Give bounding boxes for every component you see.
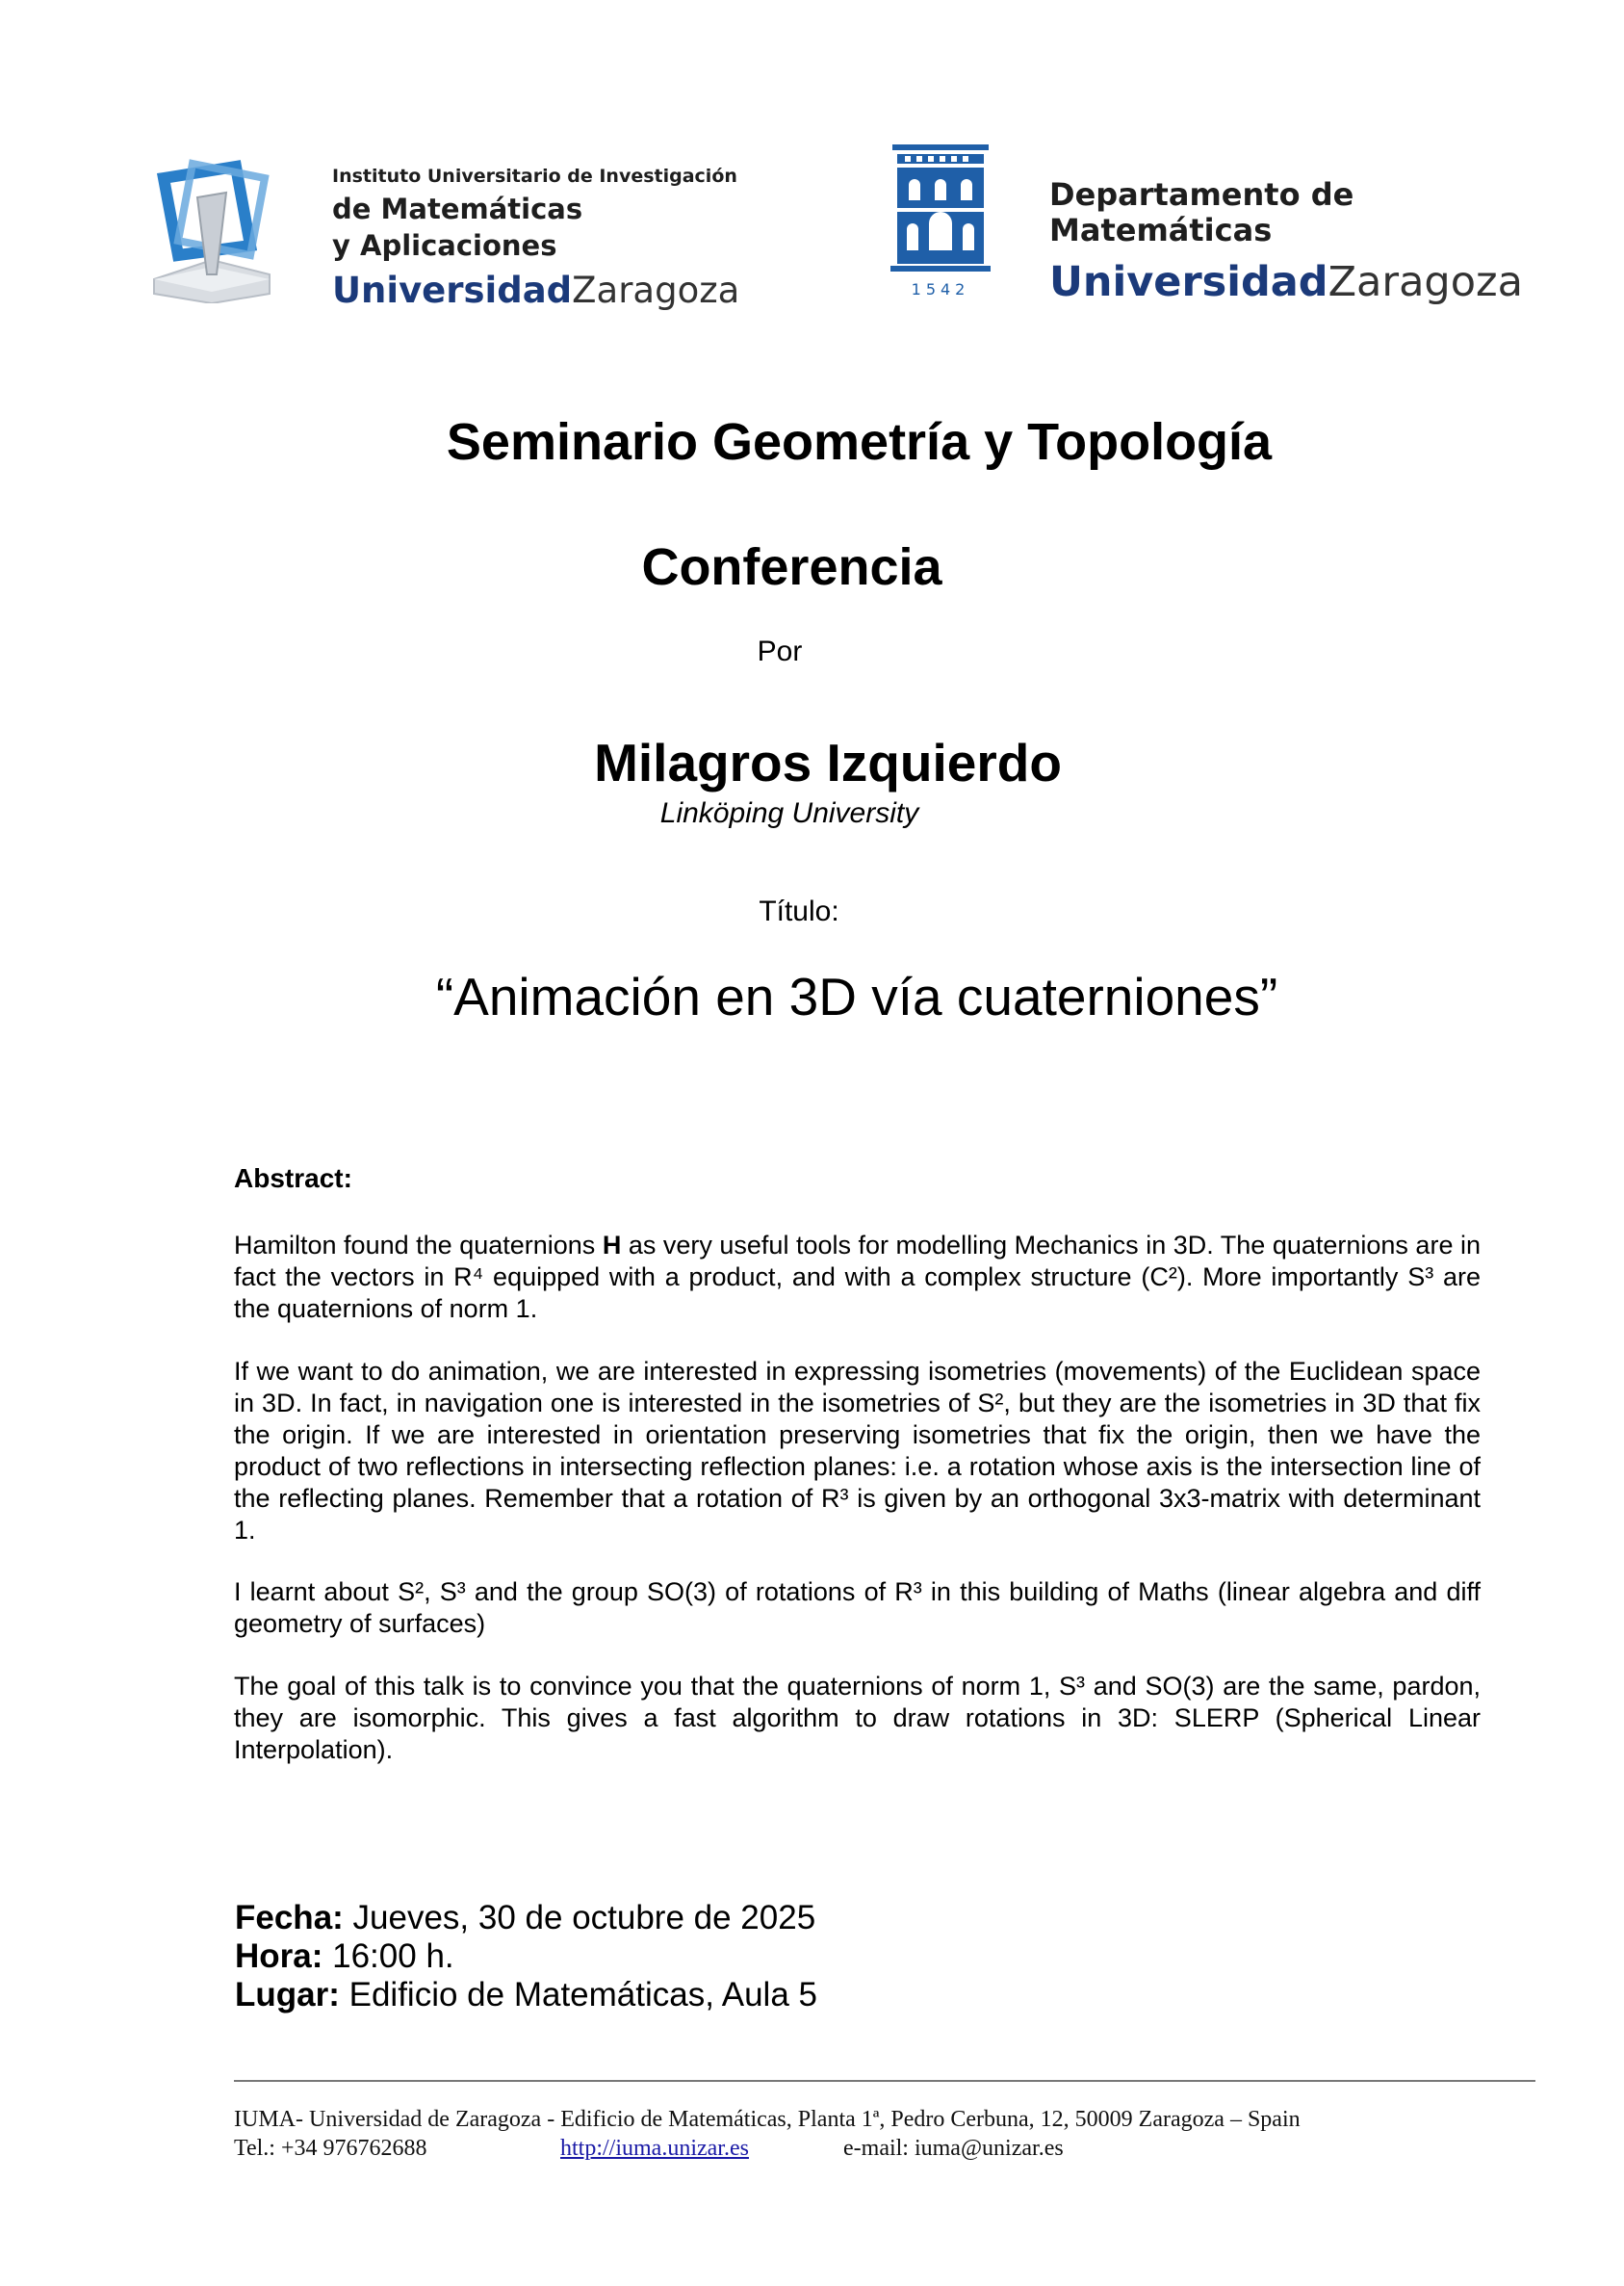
footer-phone: Tel.: +34 976762688 — [234, 2136, 427, 2161]
abstract-paragraph-4: The goal of this talk is to convince you that the quaternions of norm 1, S³ and SO(3) are the same, pardon, they are isomorphic. This gives a fast algorithm to draw rotations in 3D: SLERP (Spherical Linear Interpolation). — [234, 1672, 1481, 1764]
abstract-p1-text-end: as very useful tools for modelling Mechanics in 3D. The quaternions are in fact the vectors in R⁴ equipped with a product, and with a complex structure (C²). More importantly S³ are the quaternions of norm 1. — [234, 1231, 1481, 1323]
time-value: 16:00 h. — [322, 1937, 454, 1975]
event-type-heading: Conferencia — [641, 538, 942, 596]
university-city-word: Zaragoza — [1328, 258, 1523, 306]
title-label: Título: — [759, 896, 839, 927]
footer-divider — [234, 2080, 1535, 2082]
abstract-paragraph-3: I learnt about S², S³ and the group SO(3) of rotations of R³ in this building of Maths (linear algebra and diff geometry of surfaces) — [234, 1577, 1481, 1638]
university-bold-word: Universidad — [1049, 258, 1328, 306]
abstract-p1-text-start: Hamilton found the quaternions — [234, 1231, 603, 1260]
place-label: Lugar: — [235, 1976, 340, 2013]
iuma-institute-line: Instituto Universitario de Investigación — [332, 166, 737, 187]
iuma-name-line-1: de Matemáticas — [332, 193, 583, 225]
abstract-paragraph-2: If we want to do animation, we are interested in expressing isometries (movements) of the Euclidean space in 3D. In fact, in navigation one is interested in the isometries of S², but they are the isometries in 3D that fix the origin. If we are interested in orientation preserving isometries that fix the origin, then we have the product of two reflections in intersecting reflection planes: i.e. a rotation whose axis is the intersection line of the reflecting planes. Remember that a rotation of R³ is given by an orthogonal 3x3-matrix with determinant 1. — [234, 1357, 1481, 1545]
place-value: Edificio de Matemáticas, Aula 5 — [339, 1976, 817, 2013]
department-name-line-1: Departamento de — [1049, 176, 1354, 213]
quaternion-symbol: H — [602, 1231, 622, 1260]
university-city-word: Zaragoza — [572, 270, 740, 311]
iuma-logo-icon — [144, 159, 279, 303]
by-label: Por — [757, 636, 803, 667]
speaker-affiliation: Linköping University — [659, 797, 919, 829]
iuma-university-wordmark — [332, 270, 739, 311]
footer-address: IUMA- Universidad de Zaragoza - Edificio de Matemáticas, Planta 1ª, Pedro Cerbuna, 12, 50009 Zaragoza – Spain — [234, 2107, 1301, 2132]
university-bold-word: Universidad — [332, 270, 573, 311]
footer-email: e-mail: iuma@unizar.es — [843, 2136, 1064, 2161]
place-line — [235, 1976, 817, 2014]
abstract-heading: Abstract: — [234, 1163, 352, 1193]
university-seal-icon — [888, 143, 993, 301]
speaker-name: Milagros Izquierdo — [594, 733, 1062, 792]
seal-year: 1542 — [911, 280, 970, 299]
department-name-line-2: Matemáticas — [1049, 212, 1273, 248]
time-line — [235, 1937, 454, 1976]
abstract-paragraph-1 — [234, 1230, 1481, 1325]
talk-title: “Animación en 3D vía cuaterniones” — [435, 967, 1278, 1026]
department-university-wordmark — [1049, 258, 1523, 306]
footer-website-link[interactable]: http://iuma.unizar.es — [560, 2136, 749, 2161]
date-value: Jueves, 30 de octubre de 2025 — [343, 1899, 816, 1936]
date-line — [235, 1899, 815, 1937]
date-label: Fecha: — [235, 1899, 344, 1936]
time-label: Hora: — [235, 1937, 323, 1975]
iuma-name-line-2: y Aplicaciones — [332, 229, 557, 262]
seminar-series-title: Seminario Geometría y Topología — [446, 413, 1273, 471]
